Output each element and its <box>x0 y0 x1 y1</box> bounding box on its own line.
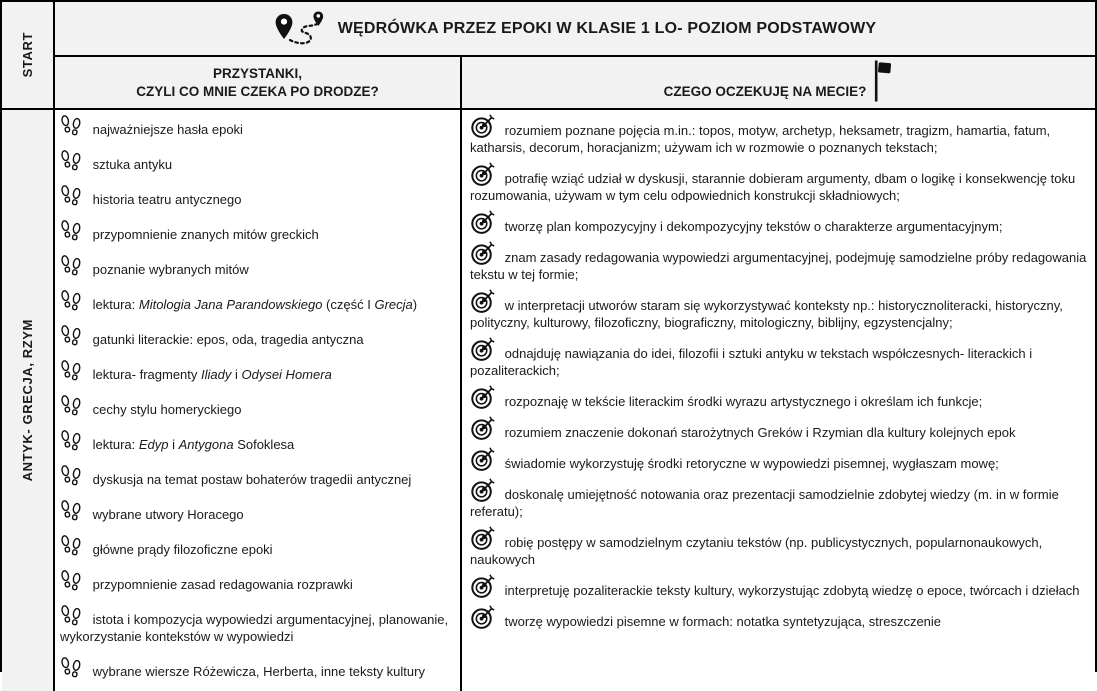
stop-item <box>60 219 454 243</box>
epoch-cell <box>2 110 55 691</box>
goals-list <box>462 110 1095 691</box>
stop-item <box>60 534 454 558</box>
goals-header <box>462 57 1095 110</box>
goal-item <box>470 478 1095 520</box>
footprints-icon <box>60 254 82 278</box>
footprints-icon <box>60 604 82 628</box>
goal-item <box>470 416 1095 441</box>
route-pins-icon <box>274 8 328 50</box>
stop-item <box>60 359 454 383</box>
stop-item <box>60 289 454 313</box>
goal-text: znam zasady redagowania wypowiedzi argumentacyjnej, podejmuję samodzielne próby redagowania tekstu w tej formie; <box>470 250 1087 282</box>
stop-text: główne prądy filozoficzne epoki <box>92 542 273 557</box>
footprints-icon <box>60 429 82 453</box>
goal-item <box>470 289 1095 331</box>
goals-header-label: CZEGO OCZEKUJĘ NA MECIE? <box>663 84 867 99</box>
goal-item <box>470 114 1095 156</box>
stop-text: cechy stylu homeryckiego <box>92 402 242 417</box>
footprints-icon <box>60 569 82 593</box>
target-arrow-icon <box>470 210 495 235</box>
footprints-icon <box>60 656 82 680</box>
goal-text: interpretuję pozaliterackie teksty kultury, wykorzystując zdobytą wiedzę o epoce, twórcach i dziełach <box>504 583 1080 598</box>
target-arrow-icon <box>470 337 495 362</box>
goal-text: robię postępy w samodzielnym czytaniu tekstów (np. publicystycznych, popularnonaukowych, naukowych <box>470 535 1043 567</box>
stop-item <box>60 114 454 138</box>
stop-item <box>60 324 454 348</box>
goal-item <box>470 574 1095 599</box>
stops-header-line2: CZYLI CO MNIE CZEKA PO DRODZE? <box>136 83 379 99</box>
target-arrow-icon <box>470 385 495 410</box>
footprints-icon <box>60 534 82 558</box>
stop-item <box>60 499 454 523</box>
target-arrow-icon <box>470 289 495 314</box>
goal-item <box>470 210 1095 235</box>
start-cell <box>2 2 55 110</box>
stop-item <box>60 254 454 278</box>
stops-list <box>55 110 462 691</box>
goal-item <box>470 241 1095 283</box>
goal-item <box>470 447 1095 472</box>
goal-text: rozpoznaję w tekście literackim środki wyrazu artystycznego i określam ich funkcje; <box>504 394 983 409</box>
footprints-icon <box>60 114 82 138</box>
stop-text: przypomnienie znanych mitów greckich <box>92 227 319 242</box>
target-arrow-icon <box>470 114 495 139</box>
stop-item <box>60 464 454 488</box>
goal-text: rozumiem poznane pojęcia m.in.: topos, motyw, archetyp, heksametr, tragizm, hamartia, fatum, katharsis, decorum, horacjanizm; używam ich w rozmowie o poznanych tekstach; <box>470 123 1051 155</box>
finish-flag-icon <box>873 59 893 103</box>
footprints-icon <box>60 289 82 313</box>
goal-item <box>470 605 1095 630</box>
goal-text: rozumiem znaczenie dokonań starożytnych Greków i Rzymian dla kultury kolejnych epok <box>504 425 1016 440</box>
stop-text: wybrane utwory Horacego <box>92 507 244 522</box>
stop-text: wybrane wiersze Różewicza, Herberta, inne teksty kultury <box>92 664 425 679</box>
start-label: START <box>20 32 35 78</box>
stop-text: lektura: Edyp i Antygona Sofoklesa <box>92 437 295 452</box>
stop-item <box>60 429 454 453</box>
goal-text: tworzę plan kompozycyjny i dekompozycyjny tekstów o charakterze argumentacyjnym; <box>504 219 1003 234</box>
stop-text: sztuka antyku <box>92 157 173 172</box>
stop-text: lektura: Mitologia Jana Parandowskiego (część I Grecja) <box>92 297 418 312</box>
goal-text: potrafię wziąć udział w dyskusji, starannie dobieram argumenty, dbam o logikę i konsekwencję toku rozumowania, używam w tym celu odpowiednich konstrukcji składniowych; <box>470 171 1076 203</box>
footprints-icon <box>60 184 82 208</box>
footprints-icon <box>60 219 82 243</box>
stop-text: poznanie wybranych mitów <box>92 262 249 277</box>
page-title: WĘDRÓWKA PRZEZ EPOKI W KLASIE 1 LO- POZIOM PODSTAWOWY <box>337 19 877 37</box>
goal-item <box>470 385 1095 410</box>
goal-text: tworzę wypowiedzi pisemne w formach: notatka syntetyzująca, streszczenie <box>504 614 942 629</box>
stop-item <box>60 184 454 208</box>
stop-item <box>60 569 454 593</box>
stop-text: najważniejsze hasła epoki <box>92 122 243 137</box>
stop-text: historia teatru antycznego <box>92 192 242 207</box>
goal-item <box>470 337 1095 379</box>
footprints-icon <box>60 359 82 383</box>
stop-text: istota i kompozycja wypowiedzi argumentacyjnej, planowanie, wykorzystanie kontekstów w wypowiedzi <box>60 612 449 644</box>
stop-item <box>60 394 454 418</box>
goal-text: w interpretacji utworów staram się wykorzystywać konteksty np.: historycznoliteracki, historyczny, polityczny, kulturowy, filozoficzny, biograficzny, mitologiczny, biblijny, egzystencjalny; <box>470 298 1063 330</box>
target-arrow-icon <box>470 478 495 503</box>
footprints-icon <box>60 149 82 173</box>
stop-text: gatunki literackie: epos, oda, tragedia antyczna <box>92 332 364 347</box>
goal-text: odnajduję nawiązania do idei, filozofii i sztuki antyku w tekstach współczesnych- literackich i pozaliterackich; <box>470 346 1033 378</box>
target-arrow-icon <box>470 447 495 472</box>
stop-text: przypomnienie zasad redagowania rozprawki <box>92 577 353 592</box>
target-arrow-icon <box>470 605 495 630</box>
epoch-label: ANTYK- GRECJA, RZYM <box>20 319 35 482</box>
target-arrow-icon <box>470 526 495 551</box>
goal-text: doskonalę umiejętność notowania oraz prezentacji samodzielnie zdobytej wiedzy (m. in w formie referatu); <box>470 487 1059 519</box>
stop-item <box>60 149 454 173</box>
target-arrow-icon <box>470 416 495 441</box>
stops-header-line1: PRZYSTANKI, <box>212 65 302 81</box>
stops-header <box>55 57 462 110</box>
footprints-icon <box>60 464 82 488</box>
stop-item <box>60 604 454 645</box>
stop-item <box>60 656 454 680</box>
goal-item <box>470 526 1095 568</box>
title-cell <box>55 2 1095 57</box>
stop-text: dyskusja na temat postaw bohaterów tragedii antycznej <box>92 472 412 487</box>
stop-text: lektura- fragmenty Iliady i Odysei Homera <box>92 367 332 382</box>
footprints-icon <box>60 394 82 418</box>
footprints-icon <box>60 324 82 348</box>
target-arrow-icon <box>470 574 495 599</box>
footprints-icon <box>60 499 82 523</box>
goal-item <box>470 162 1095 204</box>
target-arrow-icon <box>470 162 495 187</box>
target-arrow-icon <box>470 241 495 266</box>
goal-text: świadomie wykorzystuję środki retoryczne w wypowiedzi pisemnej, wygłaszam mowę; <box>504 456 999 471</box>
